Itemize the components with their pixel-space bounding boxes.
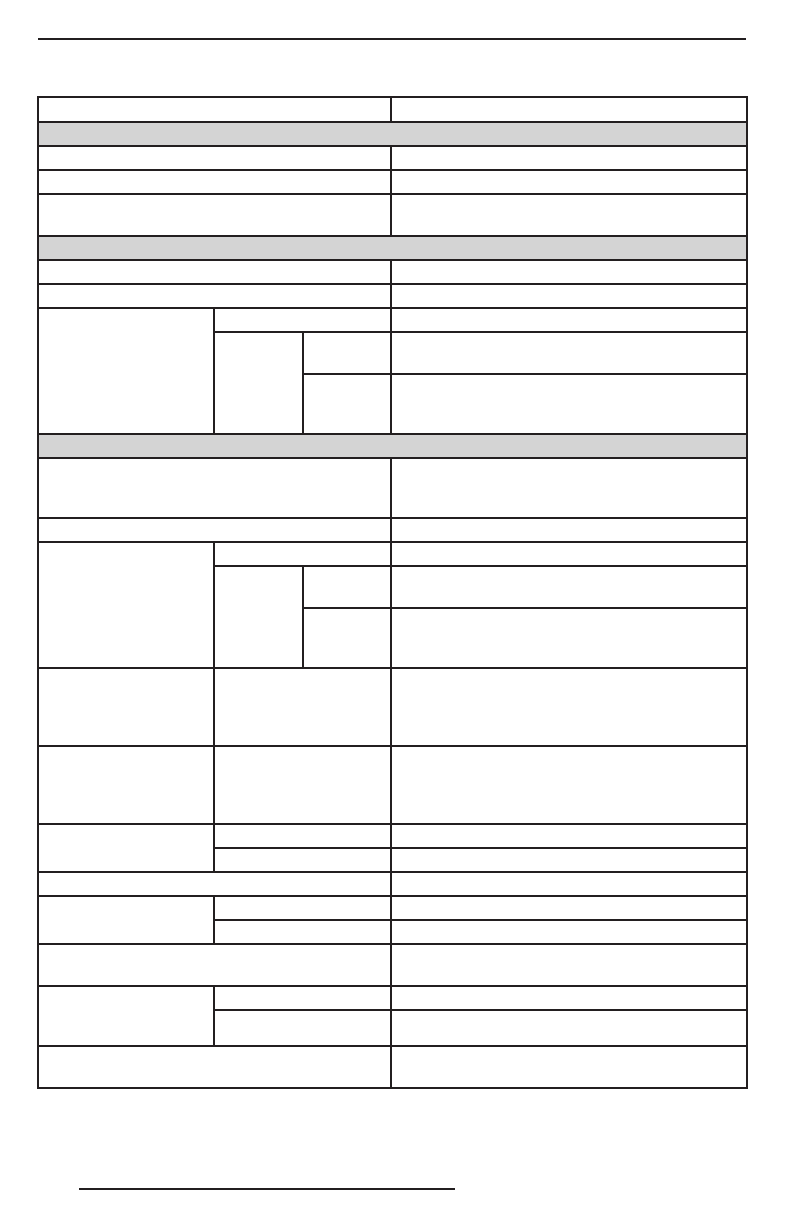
table-cell xyxy=(391,668,747,746)
table-cell xyxy=(214,308,391,332)
table-cell xyxy=(391,824,747,848)
section-header-row xyxy=(38,122,747,146)
table-row xyxy=(38,194,747,236)
table-cell xyxy=(391,608,747,668)
table-cell xyxy=(214,542,391,566)
table-cell xyxy=(38,872,391,896)
section-header-row xyxy=(38,434,747,458)
table-header-row xyxy=(38,97,747,122)
table-cell xyxy=(391,194,747,236)
table-cell xyxy=(391,920,747,944)
table-cell xyxy=(38,194,391,236)
table-cell xyxy=(214,566,303,668)
table-cell xyxy=(391,848,747,872)
table-cell xyxy=(38,668,214,746)
table-cell xyxy=(38,944,391,986)
table-row xyxy=(38,824,747,848)
table-cell xyxy=(391,986,747,1010)
table-cell xyxy=(391,518,747,542)
table-cell xyxy=(214,920,391,944)
table-cell xyxy=(391,284,747,308)
table-cell xyxy=(391,1046,747,1088)
table-row xyxy=(38,260,747,284)
table-row xyxy=(38,170,747,194)
table-cell xyxy=(391,872,747,896)
table-cell xyxy=(391,170,747,194)
table-row xyxy=(38,1046,747,1088)
table-cell xyxy=(391,332,747,374)
table-row xyxy=(38,458,747,518)
table-cell xyxy=(38,260,391,284)
table-cell xyxy=(38,1046,391,1088)
table-row xyxy=(38,746,747,824)
header-cell-left xyxy=(38,97,391,122)
section-title xyxy=(38,236,747,260)
table-row xyxy=(38,284,747,308)
table-cell xyxy=(391,746,747,824)
table-row xyxy=(38,542,747,566)
table-cell xyxy=(214,896,391,920)
table-cell xyxy=(303,332,391,374)
table-row xyxy=(38,668,747,746)
table-cell xyxy=(214,986,391,1010)
table-cell xyxy=(38,458,391,518)
table-cell xyxy=(303,608,391,668)
table-cell xyxy=(38,170,391,194)
table-cell xyxy=(214,848,391,872)
footer-rule xyxy=(79,1188,455,1190)
table-cell xyxy=(391,146,747,170)
table-row xyxy=(38,986,747,1010)
header-cell-right xyxy=(391,97,747,122)
section-title xyxy=(38,434,747,458)
table-row xyxy=(38,518,747,542)
table-cell xyxy=(38,542,214,668)
table-cell xyxy=(303,566,391,608)
table-cell xyxy=(38,746,214,824)
table-cell xyxy=(38,146,391,170)
table-cell xyxy=(38,284,391,308)
table-cell xyxy=(391,566,747,608)
table-row xyxy=(38,872,747,896)
table-cell xyxy=(214,1010,391,1046)
section-title xyxy=(38,122,747,146)
table-cell xyxy=(391,458,747,518)
table-cell xyxy=(391,260,747,284)
table-row xyxy=(38,896,747,920)
specifications-table xyxy=(37,96,748,1089)
table-cell xyxy=(38,896,214,944)
table-cell xyxy=(391,374,747,434)
table-cell xyxy=(214,824,391,848)
table-row xyxy=(38,308,747,332)
table-cell xyxy=(38,518,391,542)
table-cell xyxy=(214,668,391,746)
table-cell xyxy=(214,332,303,434)
table-cell xyxy=(214,746,391,824)
table-cell xyxy=(391,896,747,920)
table-row xyxy=(38,944,747,986)
table-row xyxy=(38,146,747,170)
table-cell xyxy=(38,308,214,434)
table-cell xyxy=(38,824,214,872)
table-cell xyxy=(391,1010,747,1046)
table-cell xyxy=(303,374,391,434)
table-cell xyxy=(391,308,747,332)
header-rule xyxy=(38,38,746,40)
table-cell xyxy=(38,986,214,1046)
section-header-row xyxy=(38,236,747,260)
table-cell xyxy=(391,944,747,986)
table-cell xyxy=(391,542,747,566)
